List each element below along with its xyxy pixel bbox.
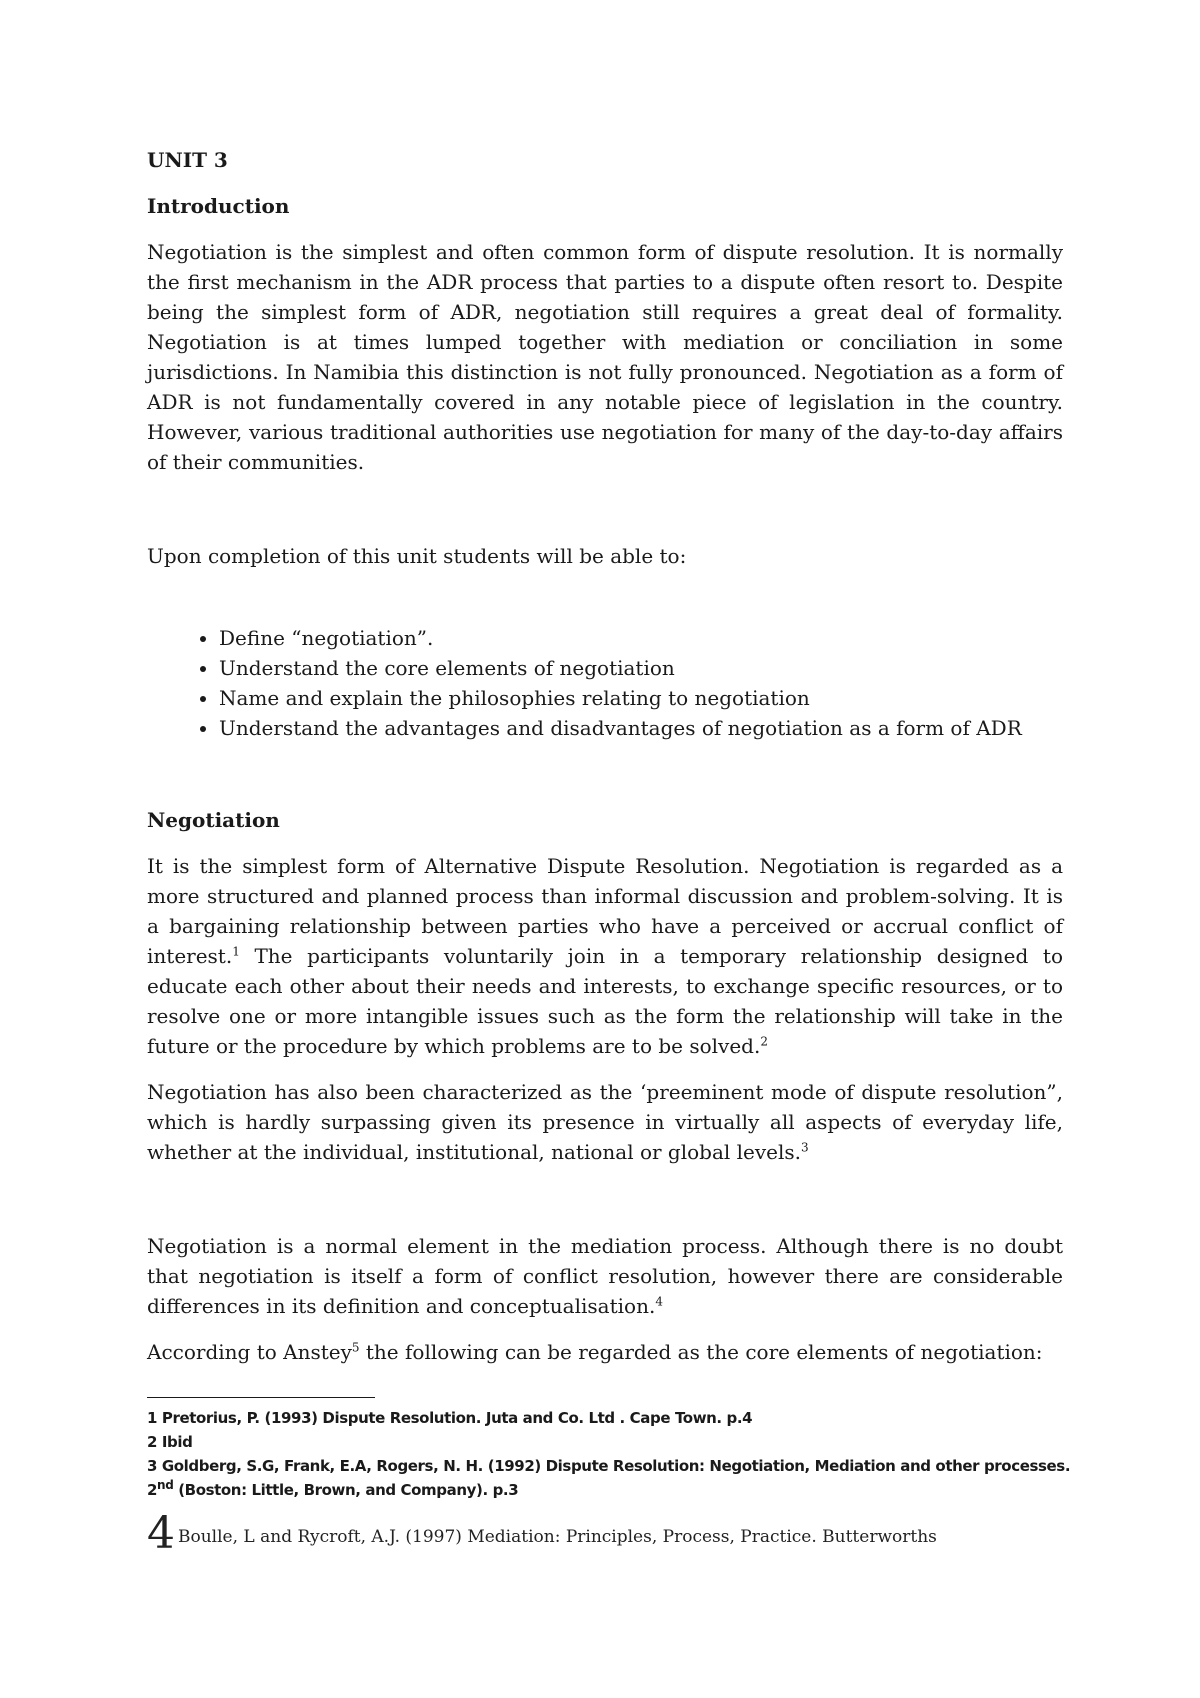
introduction-paragraph: Negotiation is the simplest and often common form of dispute resolution. It is normally the first mechanism in the ADR process that parties to a dispute often resort to. Despite being the simplest form of ADR, negotiation still requires a great deal of formality. Negotiation is at times lumped together with mediation or conciliation in some jurisdictions. In Namibia this distinction is not fully pronounced. Negotiation as a form of ADR is not fundamentally covered in any notable piece of legislation in the country. However, various traditional authorities use negotiation for many of the day-to-day affairs of their communities. [147,240,1063,474]
footnote-number: 4 [147,1508,175,1559]
document-body [147,145,1063,1367]
negotiation-paragraph-3 [147,1231,1063,1321]
unit-title: UNIT 3 [147,148,228,172]
footnote-ref: 2 [760,1034,768,1049]
footnote-2: 2 Ibid [147,1433,193,1451]
paragraph-text: According to Anstey [147,1340,352,1364]
paragraph-text: It is the simplest form of Alternative Dispute Resolution. Negotiation is regarded as a more structured and planned process than informal discussion and problem-solving. It is a bargaining relationship between parties who have a perceived or accrual conflict of interest. [147,854,1063,968]
footnote-ref: 4 [655,1294,663,1309]
footnote-superscript: nd [157,1478,174,1492]
introduction-heading: Introduction [147,194,290,218]
paragraph-text: Negotiation has also been characterized as the ‘preeminent mode of dispute resolution”, which is hardly surpassing given its presence in virtually all aspects of everyday life, whether at the individual, institutional, national or global levels. [147,1080,1063,1164]
footnote-text: Boulle, L and Rycroft, A.J. (1997) Mediation: Principles, Process, Practice. Butterworths [178,1527,937,1547]
list-item: • Understand the core elements of negotiation [219,653,1063,683]
list-item: • Define “negotiation”. [219,623,1063,653]
negotiation-paragraph-2 [147,1077,1063,1167]
paragraph-text: the following can be regarded as the core elements of negotiation: [359,1340,1043,1364]
footnote-divider [147,1397,375,1398]
objectives-list [147,623,1063,743]
footnote-3 [147,1454,1097,1502]
objectives-lead: Upon completion of this unit students will be able to: [147,544,687,568]
list-item: • Understand the advantages and disadvantages of negotiation as a form of ADR [219,713,1063,743]
footnote-text: 3 Goldberg, S.G, Frank, E.A, Rogers, N. H. (1992) Dispute Resolution: Negotiation, Mediation and other processes. 2 [147,1457,1071,1499]
paragraph-text: Negotiation is a normal element in the mediation process. Although there is no doubt that negotiation is itself a form of conflict resolution, however there are considerable differences in its definition and conceptualisation. [147,1234,1063,1318]
list-item: • Name and explain the philosophies relating to negotiation [219,683,1063,713]
negotiation-paragraph-1 [147,851,1063,1061]
negotiation-heading: Negotiation [147,808,280,832]
footnote-text: (Boston: Little, Brown, and Company). p.3 [173,1481,519,1499]
footnote-ref: 1 [232,944,240,959]
footnotes [147,1406,1097,1502]
footnote-1: 1 Pretorius, P. (1993) Dispute Resolution. Juta and Co. Ltd . Cape Town. p.4 [147,1409,753,1427]
footnote-ref: 3 [801,1140,809,1155]
negotiation-paragraph-4 [147,1337,1063,1367]
footnote-ref: 5 [351,1340,360,1355]
paragraph-text: The participants voluntarily join in a temporary relationship designed to educate each other about their needs and interests, to exchange specific resources, or to resolve one or more intangible issues such as the form the relationship will take in the future or the procedure by which problems are to be solved. [147,944,1063,1058]
footnote-4 [147,1508,1097,1559]
